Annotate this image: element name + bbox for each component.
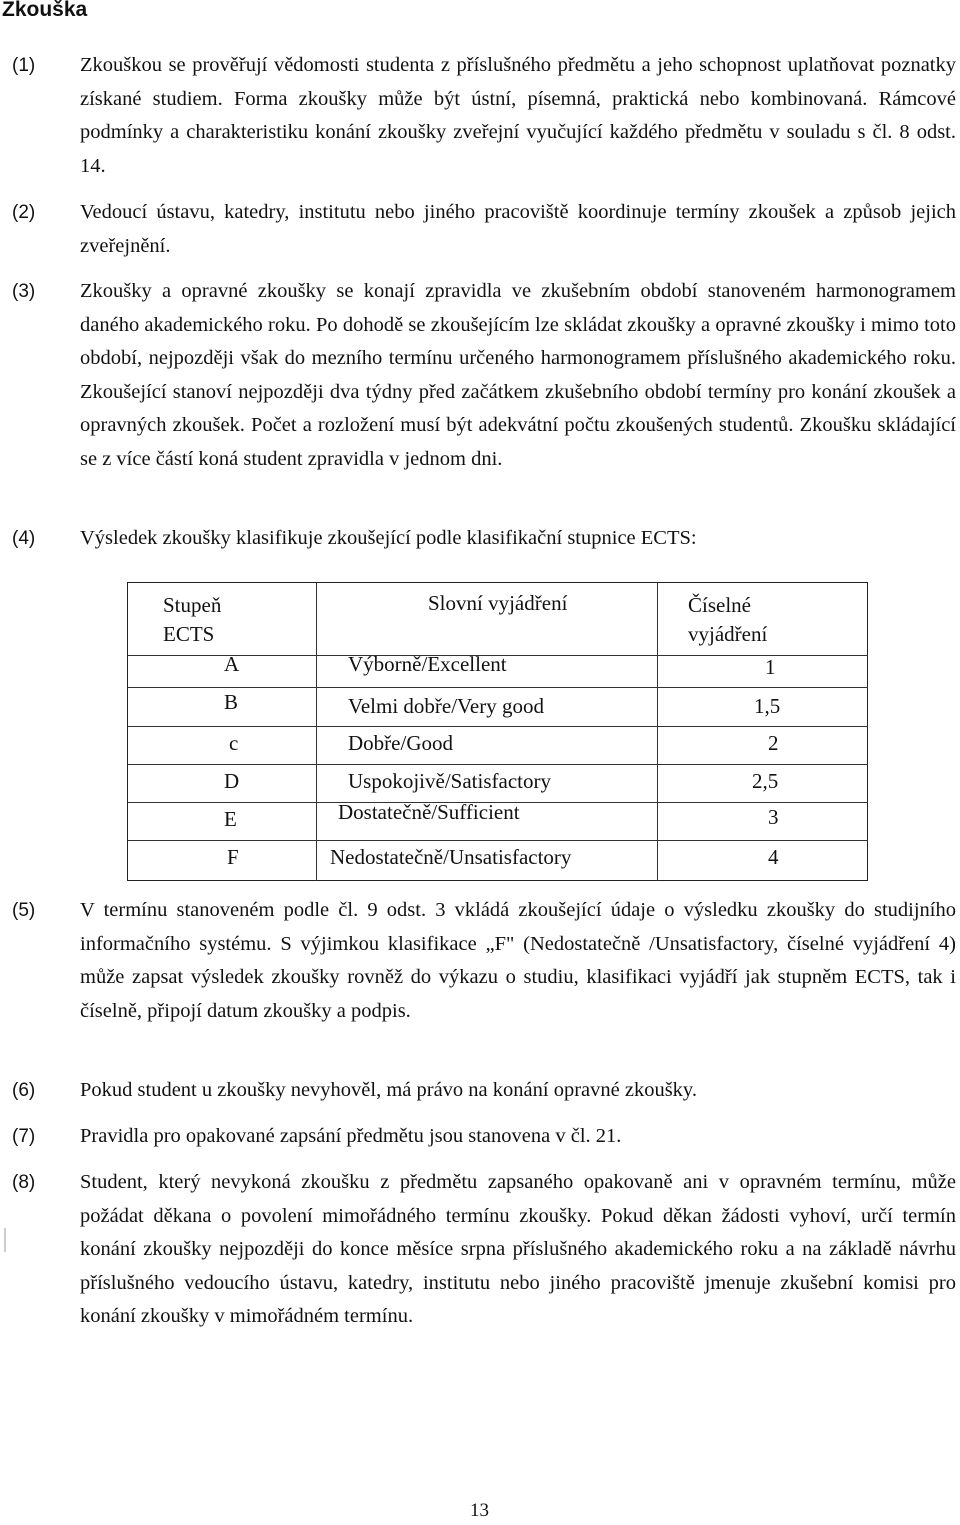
table-cell-grade: c: [229, 731, 239, 755]
paragraph-number: (3): [12, 281, 36, 302]
paragraph-number: (8): [12, 1172, 36, 1193]
ects-grading-table: [127, 582, 868, 881]
table-header-grade: Stupeň ECTS: [163, 593, 222, 646]
section-heading: Zkouška: [2, 0, 88, 21]
table-cell-numeric: 2,5: [752, 769, 779, 793]
table-cell-verbal: Dobře/Good: [348, 731, 453, 755]
paragraph-text: Výsledek zkoušky klasifikuje zkoušející podle klasifikační stupnice ECTS:: [80, 527, 697, 549]
table-cell-numeric: 3: [768, 805, 779, 829]
paragraph-text: Student, který nevykoná zkoušku z předmětu zapsaného opakovaně ani v opravném termínu, může požádat děkana o povolení mimořádného termínu zkoušky. Pokud děkan žádosti vyhoví, určí termín konání zkoušky nejpozději do konce měsíce srpna příslušného akademického roku a na základě návrhu příslušného vedoucího ústavu, katedry, institutu nebo jiného pracoviště jmenuje zkušební komisi pro konání zkoušky v mimořádném termínu.: [80, 1171, 956, 1327]
margin-mark: [4, 1228, 6, 1252]
table-cell-grade: B: [224, 690, 239, 714]
paragraph-number: (6): [12, 1080, 36, 1101]
table-cell-grade: A: [224, 652, 240, 676]
table-cell-numeric: 2: [768, 731, 779, 755]
paragraph-number: (1): [12, 55, 36, 76]
paragraph-text: Zkoušky a opravné zkoušky se konají zpravidla ve zkušebním období stanoveném harmonogramem daného akademického roku. Po dohodě se zkoušejícím lze skládat zkoušky a opravné zkoušky i mimo toto období, nejpozději však do mezního termínu určeného harmonogramem příslušného akademického roku. Zkoušející stanoví nejpozději dva týdny před začátkem zkušebního období termíny pro konání zkoušek a opravných zkoušek. Počet a rozložení musí být adekvátní počtu zkoušených studentů. Zkoušku skládající se z více částí koná student zpravidla v jednom dni.: [80, 280, 956, 470]
paragraph-text: Zkouškou se prověřují vědomosti studenta z příslušného předmětu a jeho schopnost uplatňovat poznatky získané studiem. Forma zkoušky může být ústní, písemná, praktická nebo kombinovaná. Rámcové podmínky a charakteristiku konání zkoušky zveřejní vyučující každého předmětu v souladu s čl. 8 odst. 14.: [80, 54, 956, 177]
page-number: 13: [470, 1500, 489, 1521]
paragraph-number: (4): [12, 528, 36, 549]
table-cell-numeric: 4: [768, 845, 779, 869]
table-cell-verbal: Velmi dobře/Very good: [348, 694, 544, 718]
table-cell-verbal: Nedostatečně/Unsatisfactory: [330, 845, 572, 869]
table-header-verbal: Slovní vyjádření: [428, 591, 568, 615]
paragraph-number: (7): [12, 1126, 36, 1147]
table-cell-verbal: Uspokojivě/Satisfactory: [348, 769, 551, 793]
paragraph-text: V termínu stanoveném podle čl. 9 odst. 3 vkládá zkoušející údaje o výsledku zkoušky do studijního informačního systému. S výjimkou klasifikace „F" (Nedostatečně /Unsatisfactory, číselné vyjádření 4) může zapsat výsledek zkoušky rovněž do výkazu o studiu, klasifikaci vyjádří jak stupněm ECTS, tak i číselně, připojí datum zkoušky a podpis.: [80, 899, 956, 1022]
table-cell-verbal: Dostatečně/Sufficient: [338, 800, 520, 824]
paragraph-text: Vedoucí ústavu, katedry, institutu nebo jiného pracoviště koordinuje termíny zkoušek a způsob jejich zveřejnění.: [80, 201, 956, 257]
paragraph-text: Pokud student u zkoušky nevyhověl, má právo na konání opravné zkoušky.: [80, 1079, 697, 1101]
table-cell-grade: F: [227, 845, 239, 869]
table-cell-numeric: 1: [765, 655, 776, 679]
table-cell-verbal: Výborně/Excellent: [348, 652, 507, 676]
paragraph-number: (2): [12, 202, 36, 223]
table-cell-grade: E: [224, 807, 237, 831]
table-cell-numeric: 1,5: [754, 694, 781, 718]
paragraph-text: Pravidla pro opakované zapsání předmětu jsou stanovena v čl. 21.: [80, 1125, 622, 1147]
table-header-numeric: Číselné vyjádření: [688, 593, 768, 646]
paragraph-number: (5): [12, 900, 36, 921]
table-cell-grade: D: [224, 769, 240, 793]
